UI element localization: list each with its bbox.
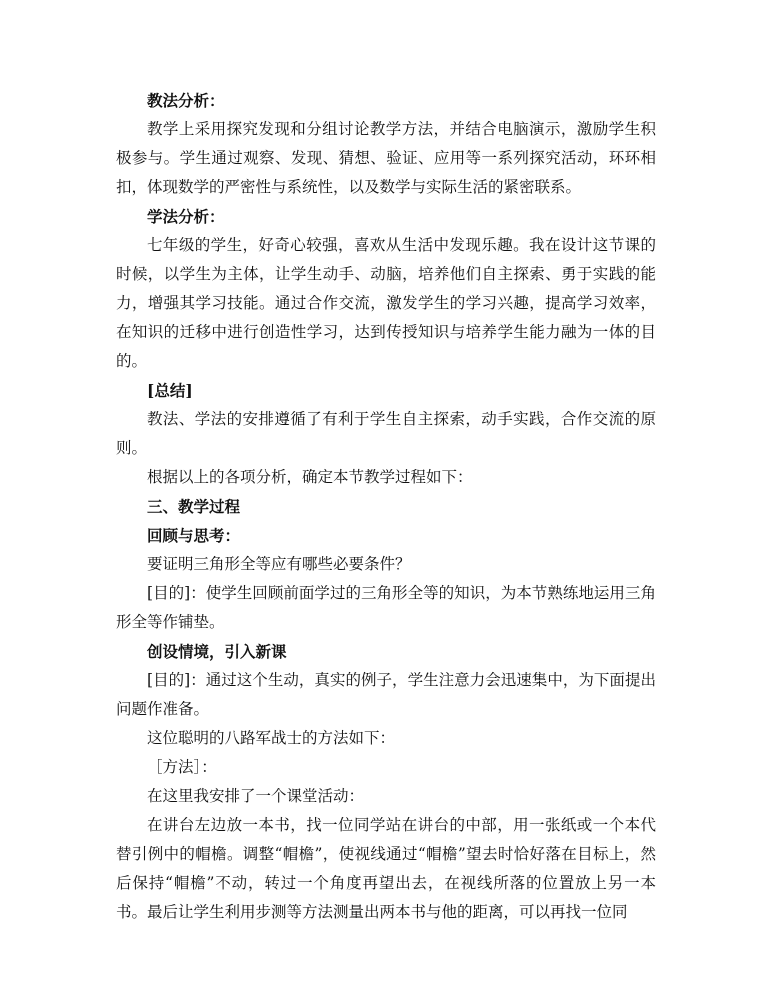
section-heading-scenario: 创设情境，引入新课 xyxy=(147,642,287,661)
section-heading-teaching-method: 教法分析： xyxy=(147,91,225,110)
section-heading-summary: [总结] xyxy=(147,381,193,400)
paragraph-activity-intro: 在这里我安排了一个课堂活动： xyxy=(147,787,365,805)
paragraph-soldier-method: 这位聪明的八路军战士的方法如下： xyxy=(147,729,396,747)
paragraph-process-intro: 根据以上的各项分析，确定本节教学过程如下： xyxy=(147,468,473,486)
paragraph-scenario-purpose: [目的]：通过这个生动，真实的例子，学生注意力会迅速集中，为下面提出问题作准备。 xyxy=(116,671,656,718)
paragraph-activity-detail: 在讲台左边放一本书，找一位同学站在讲台的中部，用一张纸或一个本代替引例中的帽檐。调整“帽檐”，使视线通过“帽檐”望去时恰好落在目标上，然后保持“帽檐”不动，转过一个角度再望出去，在视线所落的位置放上另一本书。最后让学生利用步测等方法测量出两本书与他的距离，可以再找一位同 xyxy=(116,816,656,921)
section-heading-teaching-process: 三、教学过程 xyxy=(147,497,241,516)
paragraph-summary: 教法、学法的安排遵循了有利于学生自主探索，动手实践，合作交流的原则。 xyxy=(116,410,656,457)
section-heading-learning-method: 学法分析： xyxy=(147,207,225,226)
section-heading-review: 回顾与思考： xyxy=(147,526,241,545)
paragraph-method-label: ［方法］： xyxy=(147,758,217,776)
document-page xyxy=(116,86,656,927)
paragraph-review-purpose: [目的]：使学生回顾前面学过的三角形全等的知识，为本节熟练地运用三角形全等作铺垫。 xyxy=(116,584,656,631)
paragraph-review-question: 要证明三角形全等应有哪些必要条件？ xyxy=(147,555,411,573)
paragraph-teaching-method: 教学上采用探究发现和分组讨论教学方法，并结合电脑演示，激励学生积极参与。学生通过观察、发现、猜想、验证、应用等一系列探究活动，环环相扣，体现数学的严密性与系统性，以及数学与实际生活的紧密联系。 xyxy=(116,120,656,196)
paragraph-learning-method: 七年级的学生，好奇心较强，喜欢从生活中发现乐趣。我在设计这节课的时候，以学生为主体，让学生动手、动脑，培养他们自主探索、勇于实践的能力，增强其学习技能。通过合作交流，激发学生的学习兴趣，提高学习效率，在知识的迁移中进行创造性学习，达到传授知识与培养学生能力融为一体的目的。 xyxy=(116,236,656,370)
